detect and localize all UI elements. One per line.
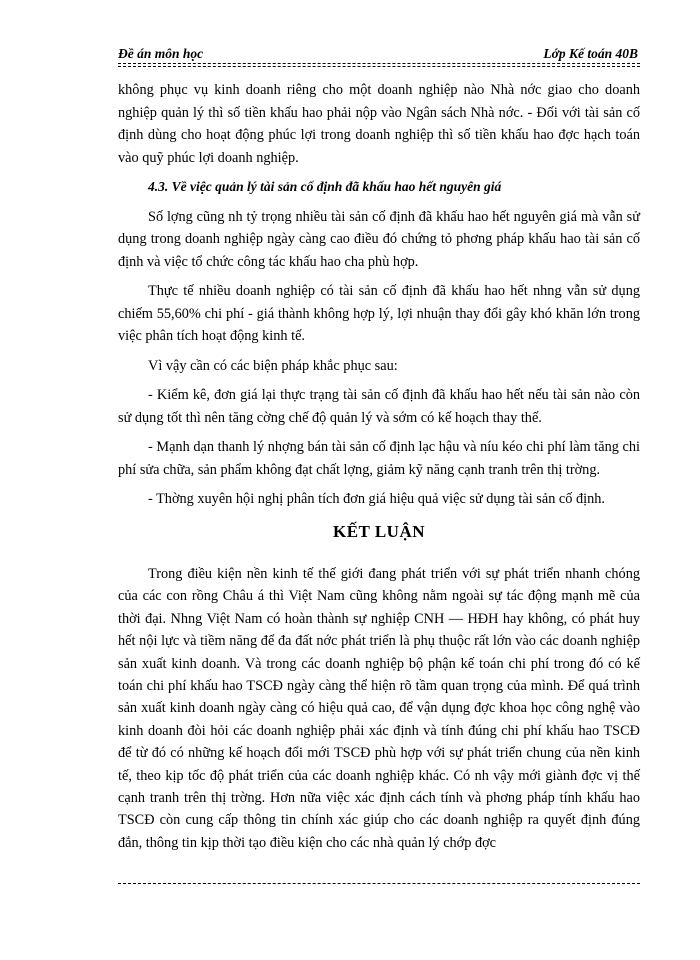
header-course-label: Đề án môn học <box>118 46 204 61</box>
paragraph: - Mạnh dạn thanh lý nhợng bán tài sản cố định lạc hậu và níu kéo chi phí làm tăng chi phí sửa chữa, sản phẩm không đạt chất lợng, giảm kỹ năng cạnh tranh trên thị trờng. <box>118 439 640 478</box>
page-header <box>118 40 638 62</box>
conclusion-paragraph: Trong điều kiện nền kinh tế thế giới đang phát triển với sự phát triển nhanh chóng của các con rồng Châu á thì Việt Nam cũng không nằm ngoài sự tác động mạnh mẽ của thời đại. Nhng Việt Nam có hoàn thành sự nghiệp CNH — HĐH hay không, có phát huy hết nội lực và tiềm năng để đa đất nớc phát triển là phụ thuộc rất lớn vào các doanh nghiệp sản xuất kinh doanh. Và trong các doanh nghiệp bộ phận kế toán chi phí trong đó có kế toán chi phí khấu hao TSCĐ ngày càng thể hiện rõ tầm quan trọng của mình. Để quá trình sản xuất kinh doanh ngày càng có hiệu quả cao, để vận dụng đợc khoa học công nghệ vào kinh doanh đòi hỏi các doanh nghiệp phải xác định và tính đúng chi phí khấu hao TSCĐ để từ đó có những kế hoạch đổi mới TSCĐ phù hợp với sự phát triển chung của nền kinh tế, theo kịp tốc độ phát triển của các doanh nghiệp khác. Có nh vậy mới giành đợc vị thế cạnh tranh trên thị trờng. Hơn nữa việc xác định cách tính và phơng pháp tính khấu hao TSCĐ còn cung cấp thông tin chính xác giúp cho các doanh nghiệp ra quyết định đúng đắn, thông tin kịp thời tạo điều kiện cho các nhà quản lý chớp đợc <box>118 566 640 851</box>
paragraph: - Kiểm kê, đơn giá lại thực trạng tài sản cố định đã khấu hao hết nếu tài sản nào còn sử dụng tốt thì nên tăng cờng chế độ quản lý và sớm có kế hoạch thay thế. <box>118 387 640 426</box>
header-rule <box>118 63 640 64</box>
section-heading: 4.3. Về việc quản lý tài sản cố định đã khấu hao hết nguyên giá <box>148 179 502 194</box>
footer-rule <box>118 883 640 884</box>
paragraph: Thực tế nhiều doanh nghiệp có tài sản cố định đã khấu hao hết nhng vẫn sử dụng chiếm 55,60% chi phí - giá thành không hợp lý, lợi nhuận thay đổi gây khó khăn lớn trong việc phân tích hoạt động kinh tế. <box>118 283 640 344</box>
header-class-label: Lớp Kế toán 40B <box>543 46 638 61</box>
page-body <box>118 79 640 861</box>
paragraph: Vì vậy cần có các biện pháp khắc phục sau: <box>148 357 398 374</box>
paragraph: - Thờng xuyên hội nghị phân tích đơn giá hiệu quả việc sử dụng tài sản cố định. <box>148 491 605 507</box>
conclusion-title: KẾT LUẬN <box>332 521 425 541</box>
header-rule-secondary <box>118 66 640 67</box>
paragraph: Số lợng cũng nh tỷ trọng nhiều tài sản cố định đã khấu hao hết nguyên giá mà vẫn sử dụng trong doanh nghiệp ngày càng cao điều đó chứng tỏ phơng pháp khấu hao tài sản cố định và việc tổ chức công tác khấu hao cha phù hợp. <box>118 208 640 270</box>
paragraph: không phục vụ kinh doanh riêng cho một doanh nghiệp nào Nhà nớc giao cho doanh nghiệp quản lý thì số tiền khấu hao phải nộp vào Ngân sách Nhà nớc. - Đối với tài sản cố định dùng cho hoạt động phúc lợi trong doanh nghiệp thì số tiền khấu hao đợc hạch toán vào quỹ phúc lợi doanh nghiệp. <box>118 82 640 166</box>
